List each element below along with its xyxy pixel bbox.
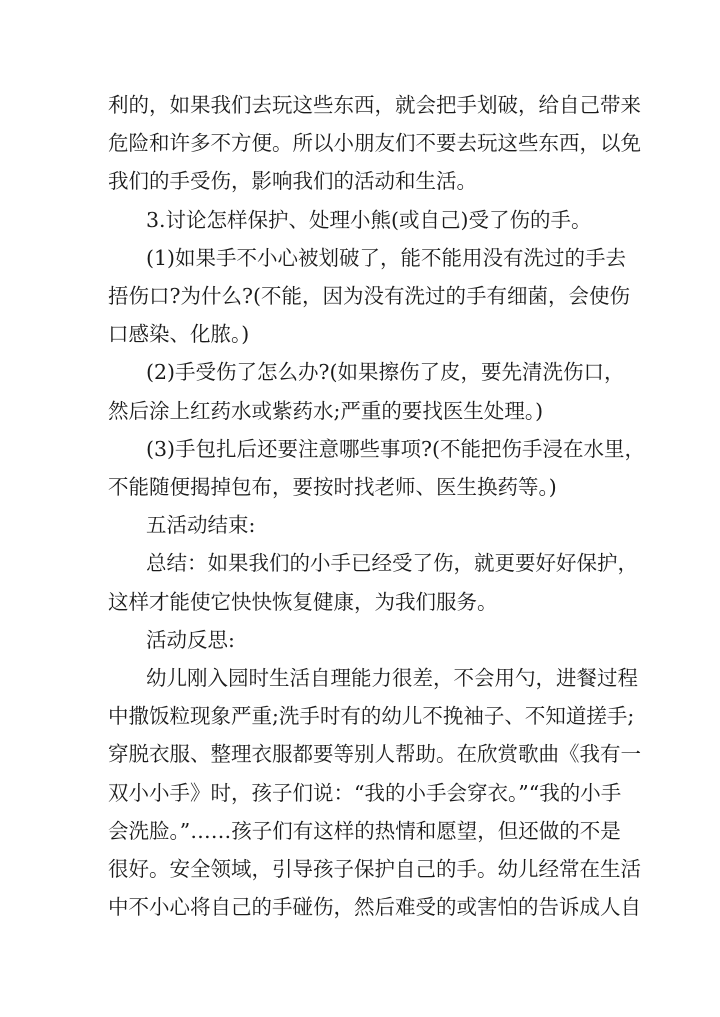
paragraph-question-2	[108, 353, 625, 429]
text-line: 然后涂上红药水或紫药水;严重的要找医生处理。)	[108, 398, 544, 423]
text-line: 这样才能使它快快恢复健康，为我们服务。	[108, 589, 498, 614]
text-line: (1)如果手不小心被划破了，能不能用没有洗过的手去	[146, 245, 627, 270]
text-line: 双小小手》时，孩子们说：“我的小手会穿衣。”“我的小手	[108, 780, 622, 805]
text-line: 活动反思:	[146, 627, 235, 652]
text-line: 穿脱衣服、整理衣服都要等别人帮助。在欣赏歌曲《我有一	[108, 742, 641, 767]
text-line: 中不小心将自己的手碰伤，然后难受的或害怕的告诉成人自	[108, 895, 641, 920]
text-line: 五活动结束:	[146, 513, 256, 538]
paragraph-intro-continued	[108, 86, 641, 201]
paragraph-summary	[108, 544, 638, 620]
text-line: (3)手包扎后还要注意哪些事项?(不能把伤手浸在水里，	[146, 436, 646, 461]
text-line: 中撒饭粒现象严重;洗手时有的幼儿不挽袖子、不知道搓手;	[108, 704, 635, 729]
paragraph-question-3	[108, 430, 646, 506]
text-line: 我们的手受伤，影响我们的活动和生活。	[108, 169, 477, 194]
text-line: 捂伤口?为什么?(不能，因为没有洗过的手有细菌，会使伤	[108, 284, 630, 309]
document-page	[108, 86, 646, 926]
text-line: 很好。安全领域，引导孩子保护自己的手。幼儿经常在生活	[108, 857, 641, 882]
text-line: 3.讨论怎样保护、处理小熊(或自己)受了伤的手。	[146, 207, 592, 232]
text-line: 危险和许多不方便。所以小朋友们不要去玩这些东西，以免	[108, 131, 641, 156]
text-line: (2)手受伤了怎么办?(如果擦伤了皮，要先清洗伤口，	[146, 360, 625, 385]
text-line: 利的，如果我们去玩这些东西，就会把手划破，给自己带来	[108, 93, 641, 117]
paragraph-reflection-body	[108, 659, 641, 926]
paragraph-question-1	[108, 239, 630, 354]
text-line: 幼儿刚入园时生活自理能力很差，不会用勺，进餐过程	[146, 666, 638, 691]
text-line: 会洗脸。”……孩子们有这样的热情和愿望，但还做的不是	[108, 818, 621, 843]
paragraph-step-3-heading	[108, 201, 614, 239]
section-heading-reflection	[108, 621, 614, 659]
text-line: 总结：如果我们的小手已经受了伤，就更要好好保护，	[146, 551, 638, 576]
section-heading-activity-end	[108, 506, 614, 544]
text-line: 不能随便揭掉包布，要按时找老师、医生换药等。)	[108, 475, 557, 500]
text-line: 口感染、化脓。)	[108, 322, 250, 347]
